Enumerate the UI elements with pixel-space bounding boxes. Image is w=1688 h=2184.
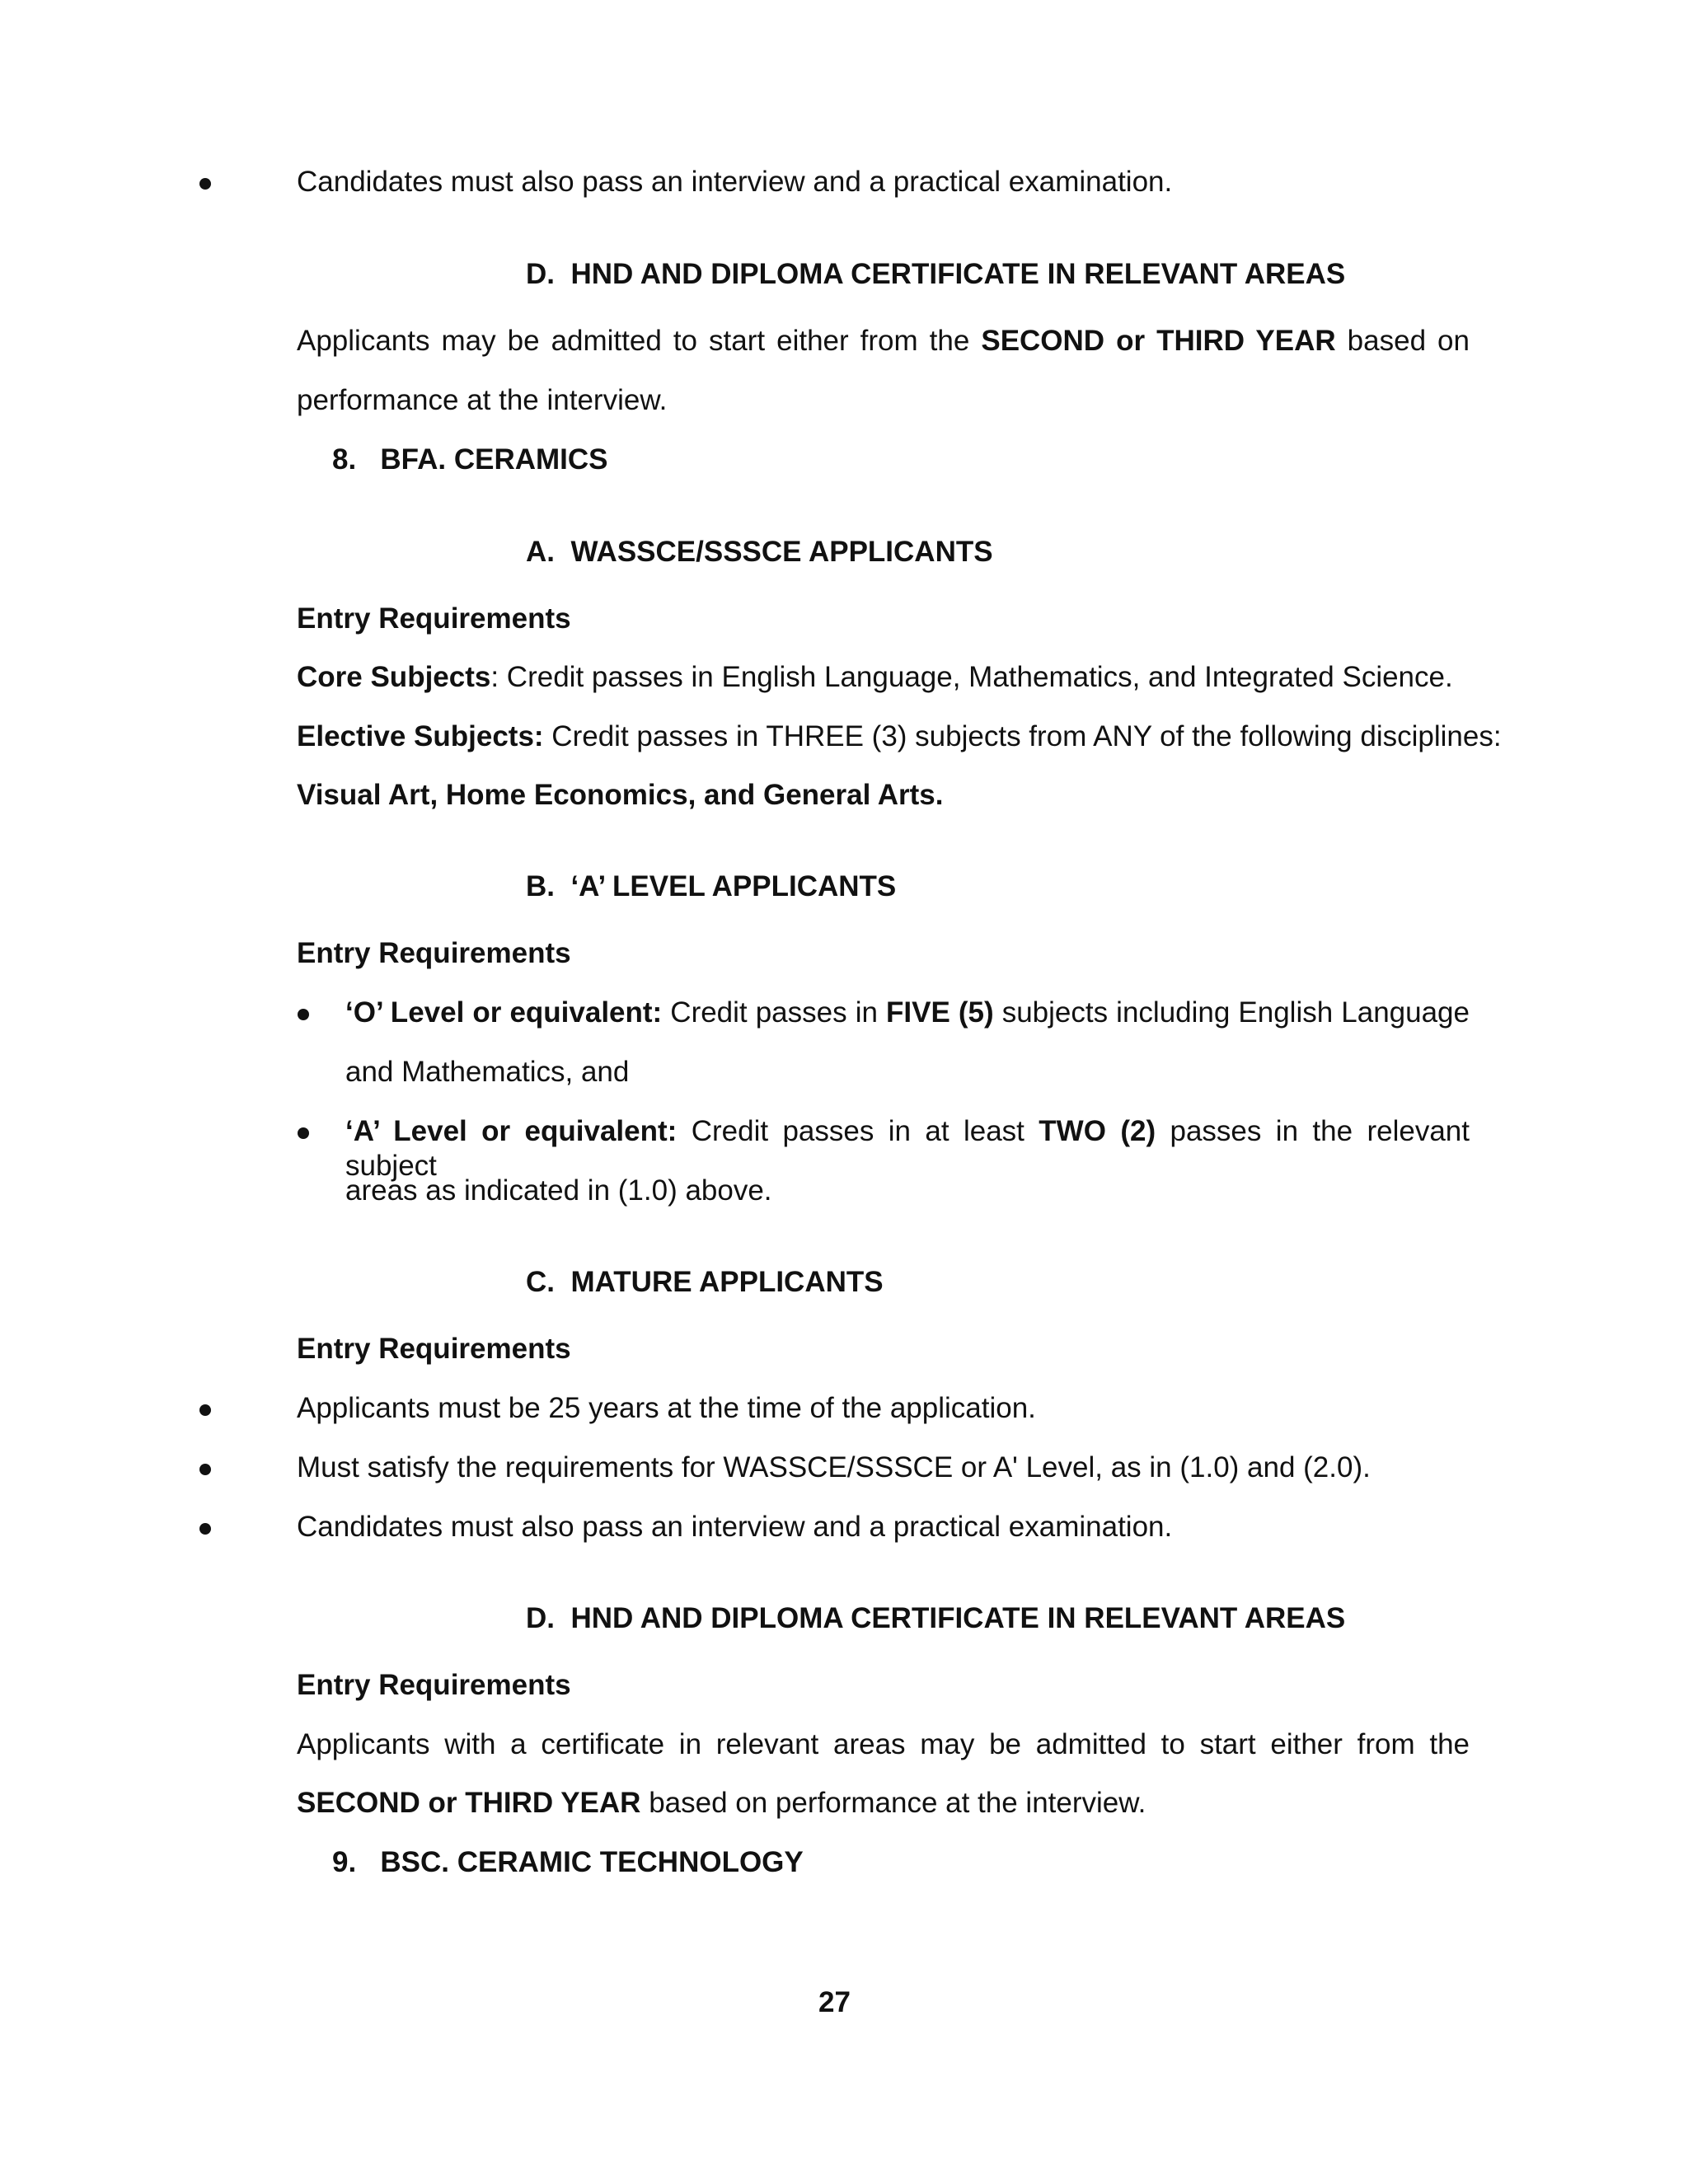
a-level-text: Credit passes in at least xyxy=(677,1115,1039,1147)
bullet-dot xyxy=(199,178,211,190)
o-level-label: ‘O’ Level or equivalent: xyxy=(345,996,663,1029)
section-letter: D. xyxy=(526,1602,555,1634)
o-level-text: Credit passes in xyxy=(662,996,886,1029)
paragraph-admission: Applicants with a certificate in relevant areas may be admitted to start either from the xyxy=(297,1728,1470,1760)
programme-heading-9 xyxy=(332,1845,804,1880)
elective-subjects-text: Credit passes in THREE (3) subjects from ANY of the following disciplines: xyxy=(543,720,1502,752)
section-letter: D. xyxy=(526,258,555,290)
programme-number: 9. xyxy=(332,1846,357,1878)
a-level-label: ‘A’ Level or equivalent: xyxy=(345,1115,678,1147)
paragraph-bold: SECOND or THIRD YEAR xyxy=(297,1787,641,1819)
bullet-text: Must satisfy the requirements for WASSCE/SSSCE or A' Level, as in (1.0) and (2.0). xyxy=(297,1451,1371,1483)
o-level-item xyxy=(345,996,1470,1030)
o-level-item-line2: and Mathematics, and xyxy=(345,1056,630,1088)
programme-title: BSC. CERAMIC TECHNOLOGY xyxy=(380,1846,804,1878)
paragraph-text: based on performance at the interview. xyxy=(640,1787,1146,1819)
section-letter: C. xyxy=(526,1266,555,1298)
section-heading-d xyxy=(526,1601,1345,1636)
programme-number: 8. xyxy=(332,443,357,476)
paragraph-admission-top-line2: performance at the interview. xyxy=(297,384,668,416)
bullet-dot xyxy=(298,1127,309,1139)
bullet-dot xyxy=(199,1404,211,1416)
section-heading-d-top xyxy=(526,257,1345,292)
entry-requirements-label: Entry Requirements xyxy=(297,1669,571,1701)
bullet-dot xyxy=(199,1523,211,1535)
paragraph-bold: SECOND or THIRD YEAR xyxy=(981,325,1336,357)
elective-subjects-label: Elective Subjects: xyxy=(297,720,544,752)
o-level-text: subjects including English Language xyxy=(993,996,1470,1029)
core-subjects-text: : Credit passes in English Language, Mathematics, and Integrated Science. xyxy=(490,661,1453,693)
elective-subjects-list: Visual Art, Home Economics, and General Arts. xyxy=(297,779,944,811)
section-letter: A. xyxy=(526,536,555,568)
section-letter: B. xyxy=(526,870,555,902)
entry-requirements-label: Entry Requirements xyxy=(297,602,571,635)
bullet-text: Candidates must also pass an interview and a practical examination. xyxy=(297,166,1173,198)
programme-heading-8 xyxy=(332,443,608,477)
section-title: HND AND DIPLOMA CERTIFICATE IN RELEVANT AREAS xyxy=(570,1602,1346,1634)
a-level-bold: TWO (2) xyxy=(1039,1115,1156,1147)
section-title: ‘A’ LEVEL APPLICANTS xyxy=(570,870,897,902)
a-level-text: passes in the relevant subject xyxy=(345,1115,1470,1182)
section-heading-a xyxy=(526,535,993,569)
elective-subjects-line xyxy=(297,719,1502,754)
core-subjects-line xyxy=(297,660,1453,695)
section-heading-c xyxy=(526,1265,884,1300)
bullet-text: Applicants must be 25 years at the time of the application. xyxy=(297,1392,1036,1424)
core-subjects-label: Core Subjects xyxy=(297,661,491,693)
section-title: MATURE APPLICANTS xyxy=(570,1266,884,1298)
paragraph-text: Applicants may be admitted to start either from the xyxy=(297,325,982,357)
section-title: HND AND DIPLOMA CERTIFICATE IN RELEVANT AREAS xyxy=(570,258,1346,290)
section-heading-b xyxy=(526,869,896,904)
paragraph-admission-top xyxy=(297,324,1470,359)
o-level-bold: FIVE (5) xyxy=(886,996,994,1029)
programme-title: BFA. CERAMICS xyxy=(380,443,608,476)
bullet-dot xyxy=(298,1009,309,1020)
paragraph-admission-line2 xyxy=(297,1786,1146,1821)
page-number: 27 xyxy=(818,1986,851,2018)
bullet-dot xyxy=(199,1464,211,1475)
entry-requirements-label: Entry Requirements xyxy=(297,1333,571,1365)
paragraph-text: based on xyxy=(1335,325,1470,357)
bullet-text: Candidates must also pass an interview and a practical examination. xyxy=(297,1511,1173,1543)
a-level-item-line2: areas as indicated in (1.0) above. xyxy=(345,1174,772,1207)
entry-requirements-label: Entry Requirements xyxy=(297,937,571,969)
section-title: WASSCE/SSSCE APPLICANTS xyxy=(570,536,993,568)
